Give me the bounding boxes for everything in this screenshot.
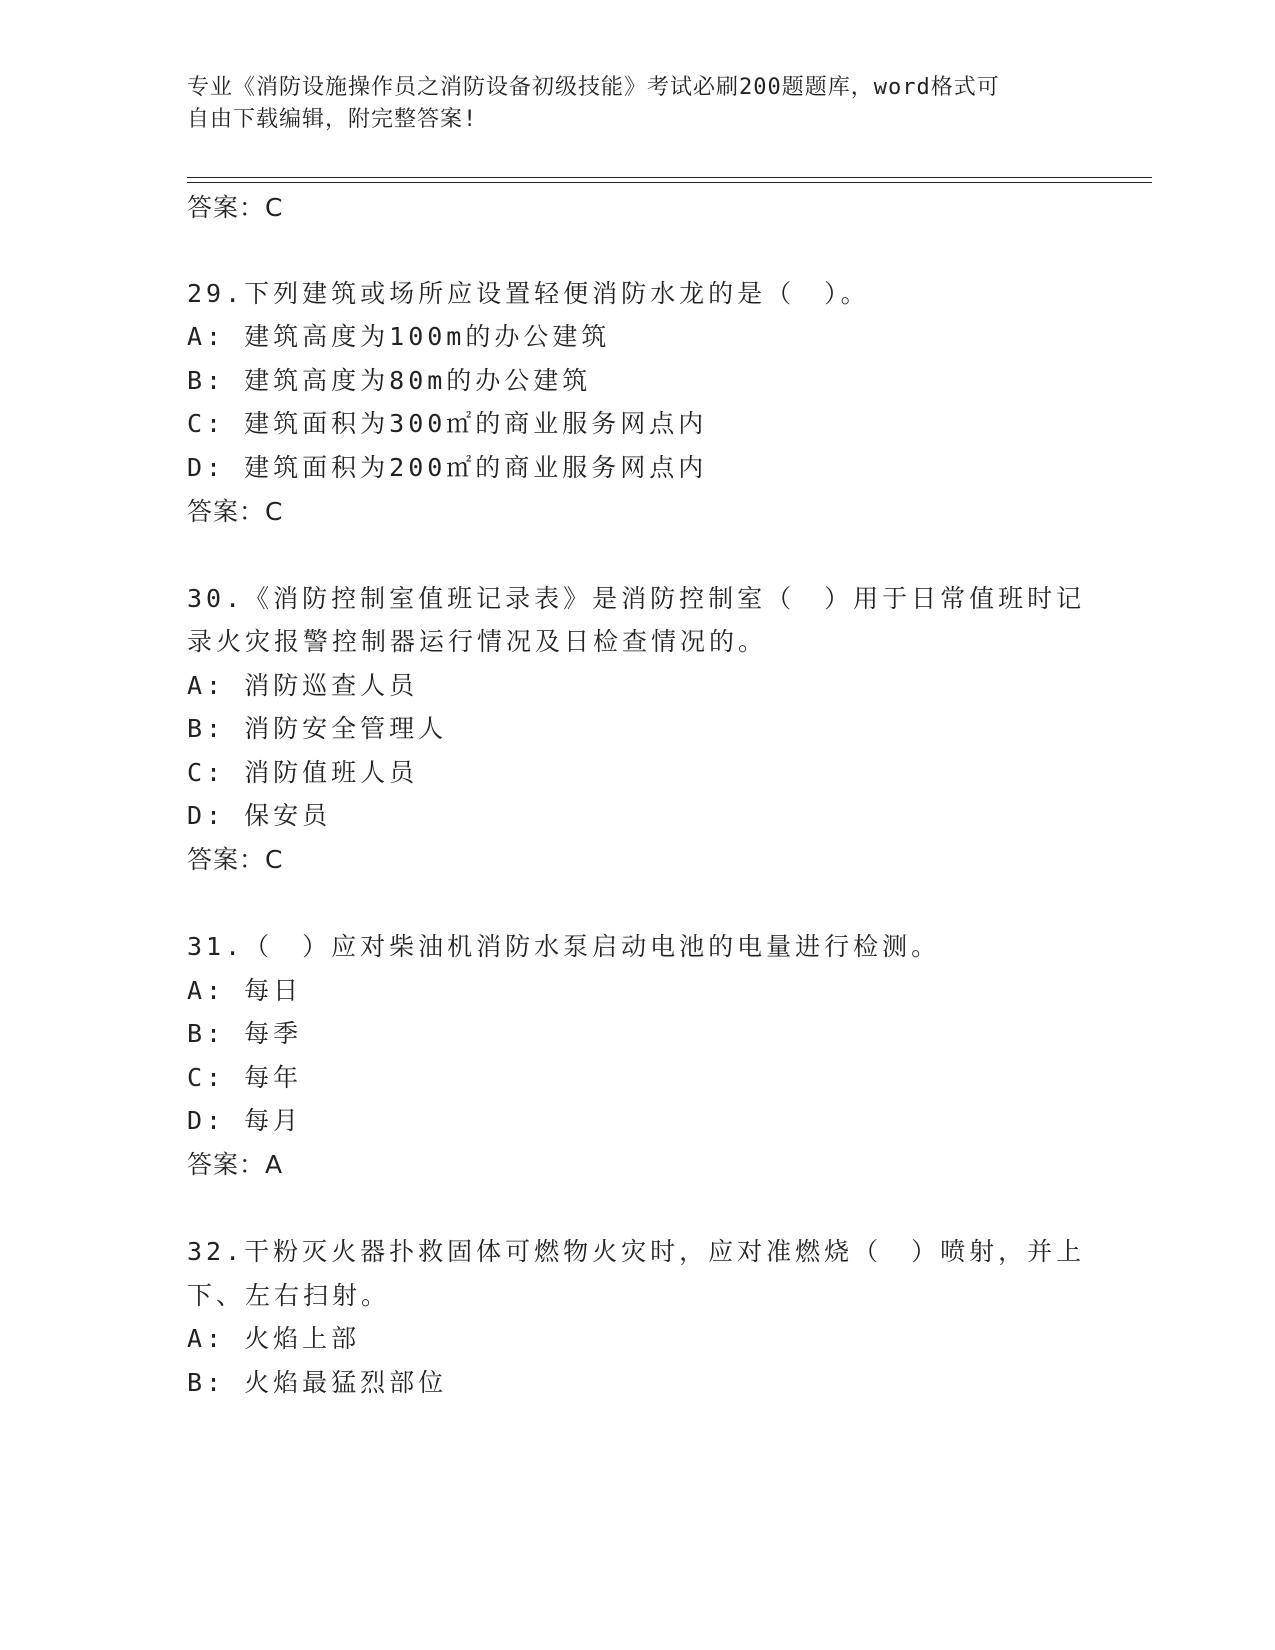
question-29-option-d: D: 建筑面积为200㎡的商业服务网点内: [187, 453, 708, 482]
header-rule-top: [187, 177, 1152, 178]
question-29-answer: 答案：C: [187, 497, 284, 526]
question-32-option-b: B: 火焰最猛烈部位: [187, 1368, 448, 1397]
question-29-option-b: B: 建筑高度为80m的办公建筑: [187, 366, 592, 395]
header-line-1: 专业《消防设施操作员之消防设备初级技能》考试必刷200题题库，word格式可: [187, 75, 1000, 100]
header-line-2: 自由下载编辑，附完整答案!: [187, 107, 478, 132]
question-29-stem: 29.下列建筑或场所应设置轻便消防水龙的是（ ）。: [187, 279, 870, 308]
document-header: [187, 72, 1067, 136]
question-32-stem-line-2: 下、左右扫射。: [187, 1281, 391, 1310]
question-29-option-c: C: 建筑面积为300㎡的商业服务网点内: [187, 409, 708, 438]
question-30-option-c: C: 消防值班人员: [187, 758, 419, 787]
question-31-option-c: C: 每年: [187, 1063, 303, 1092]
question-31-option-b: B: 每季: [187, 1019, 303, 1048]
question-32-option-a: A: 火焰上部: [187, 1324, 361, 1353]
question-29-option-a: A: 建筑高度为100m的办公建筑: [187, 322, 611, 351]
question-31-stem: 31.（ ）应对柴油机消防水泵启动电池的电量进行检测。: [187, 932, 941, 961]
question-31-option-a: A: 每日: [187, 976, 303, 1005]
question-31-answer: 答案：A: [187, 1150, 284, 1179]
question-30-option-a: A: 消防巡查人员: [187, 671, 419, 700]
question-30-stem-line-1: 30.《消防控制室值班记录表》是消防控制室（ ）用于日常值班时记: [187, 584, 1086, 613]
question-32-stem-line-1: 32.干粉灭火器扑救固体可燃物火灾时，应对准燃烧（ ）喷射，并上: [187, 1237, 1086, 1266]
previous-answer: 答案：C: [187, 193, 284, 222]
header-rule-bottom: [187, 182, 1152, 183]
question-31-option-d: D: 每月: [187, 1106, 303, 1135]
question-30-option-d: D: 保安员: [187, 801, 332, 830]
question-30-stem-line-2: 录火灾报警控制器运行情况及日检查情况的。: [187, 627, 768, 656]
question-30-answer: 答案：C: [187, 845, 284, 874]
question-30-option-b: B: 消防安全管理人: [187, 714, 448, 743]
